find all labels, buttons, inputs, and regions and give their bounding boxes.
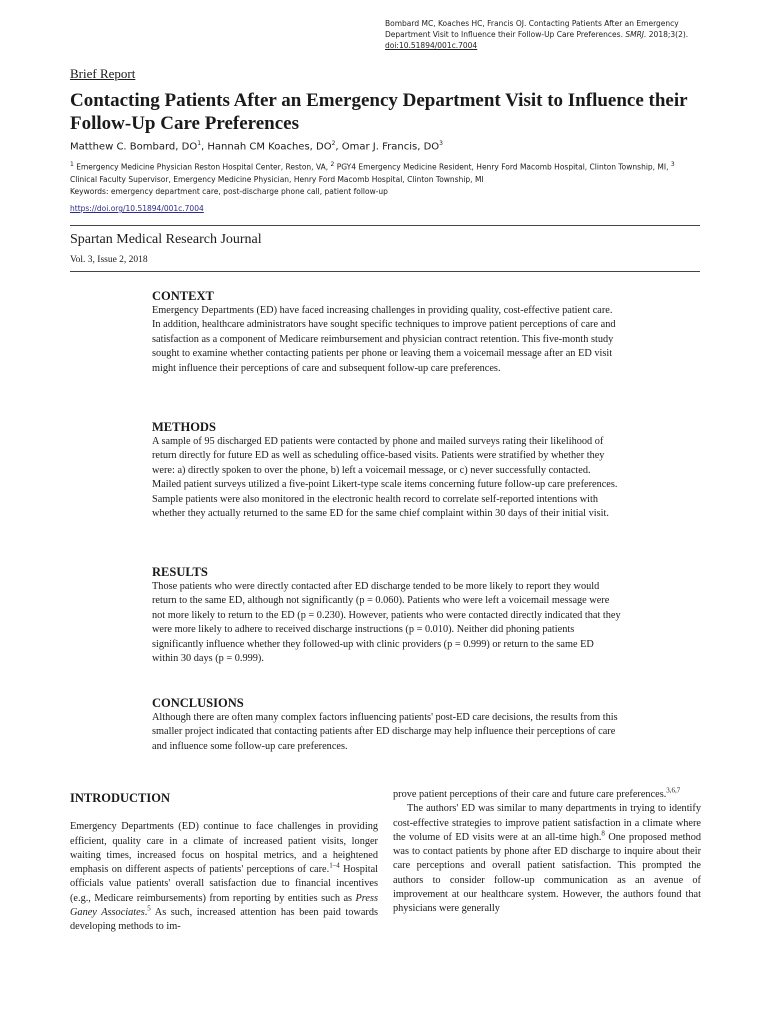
intro-text: Emergency Departments (ED) continue to face challenges in providing efficient, quality care in a climate of increased patient visits, longer waiting times, increased focus on hospital metrics, and a heightened emphasis on different aspects of patients' perceptions of care. [70,821,378,876]
doi-link[interactable]: https://doi.org/10.51894/001c.7004 [70,204,204,213]
intro-text: As such, increased attention has been paid towards developing methods to im- [70,907,378,933]
intro-paragraph [70,820,378,934]
aff-num: 3 [670,161,675,168]
aff-num: 1 [70,161,74,168]
citation-issue: 2018;3(2). [648,30,689,39]
author-sup: 2 [331,140,336,147]
author-sup: 1 [197,140,202,147]
author-list [70,140,443,152]
author: Matthew C. Bombard, DO [70,141,198,153]
right-paragraph-2 [393,802,701,916]
body-right-column [393,788,701,917]
divider-bottom [70,271,700,272]
author: Omar J. Francis, DO [341,141,440,153]
journal-volume: Vol. 3, Issue 2, 2018 [70,255,148,265]
body-text: One proposed method was to contact patients by phone after ED discharge to inquire about their care perceptions and overall patient satisfaction. This prompted the authors to consider follow-up communication as an avenue of improvement at our healthcare system. However, the authors found that physicians were generally [393,831,701,915]
methods-text: A sample of 95 discharged ED patients were contacted by phone and mailed surveys rating their likelihood of return directly for future ED as well as scheduling office-based visits. Patients were stratified by whether they were: a) directly spoken to over the phone, b) left a voicemail message, or c) never successfully contacted. Mailed patient surveys utilized a five-point Likert-type scale items concerning future follow-up care preferences. Sample patients were also monitored in the electronic health record to correlate self-reported intentions with whether they actually returned to the same ED for the same chief complaint within 30 days of their initial visit. [152,435,618,519]
citation-header [385,18,705,51]
context-text: Emergency Departments (ED) have faced increasing challenges in providing quality, cost-effective patient care. In addition, healthcare administrators have sought specific techniques to improve patient perceptions of care and satisfaction as a component of Medicare reimbursement and physician contract retention. This five-month study sought to examine whether contacting patients per phone or leaving them a voicemail message after an ED visit might influence their perceptions of care and subsequent follow-up care preferences. [152,304,616,374]
affiliation: Emergency Medicine Physician Reston Hospital Center, Reston, VA, [76,162,331,172]
results-text: Those patients who were directly contacted after ED discharge tended to be more likely to report they would return to the same ED, although not significantly (p = 0.060). Patients who were left a voicemail message were not more likely to return to the ED (p = 0.230). However, patients who were contacted directly indicated that they were more likely to adhere to received discharge instructions (p = 0.010). Neither did phoning patients significantly influence whether they followed-up with clinic providers (p = 0.999) or return to the same ED within 30 days (p = 0.999). [152,580,621,664]
intro-text: . [144,907,148,919]
body-text: prove patient perceptions of their care and future care preferences. [393,789,667,800]
body-text: The authors' ED was similar to many departments in trying to identify cost-effective strategies to improve patient satisfaction in a climate where the volume of ED visits were at an all-time high. [393,803,701,843]
context-heading: CONTEXT [152,289,214,303]
citation-text: Bombard MC, Koaches HC, Francis OJ. Contacting Patients After an Emergency Department Visit to Influence their Follow-Up Care Preferences. [385,19,679,39]
abstract-conclusions [152,696,622,754]
introduction-heading: INTRODUCTION [70,791,171,805]
abstract-context [152,289,622,376]
conclusions-heading: CONCLUSIONS [152,696,244,710]
author-sep: , [201,141,208,153]
intro-text: Hospital officials value patients' overall satisfaction due to financial incentives (e.g., Medicare reimbursements) from reporting by entities such as [70,864,379,904]
aff-num: 2 [330,161,335,168]
divider-top [70,225,700,226]
methods-heading: METHODS [152,420,216,434]
abstract-results [152,565,622,667]
keywords: Keywords: emergency department care, post-discharge phone call, patient follow-up [70,187,388,196]
citation-ref: 8 [601,829,605,838]
article-type: Brief Report [70,66,136,81]
citation-ref: 5 [147,904,151,913]
right-paragraph-1 [393,788,701,802]
intro-italic: Press Ganey Associates [70,892,378,919]
journal-name: Spartan Medical Research Journal [70,232,262,247]
citation-ref: 3,6,7 [666,786,681,795]
results-heading: RESULTS [152,565,208,579]
affiliations [70,159,700,186]
citation-doi[interactable]: doi:10.51894/001c.7004 [385,41,478,50]
affiliation: PGY4 Emergency Medicine Resident, Henry Ford Macomb Hospital, Clinton Township, MI, [336,162,671,172]
article-title: Contacting Patients After an Emergency Department Visit to Influence their Follow-Up Care Preferences [70,90,688,134]
author: Hannah CM Koaches, DO [207,141,332,153]
conclusions-text: Although there are often many complex factors influencing patients' post-ED care decisions, the results from this smaller project indicated that contacting patients after ED discharge may help influence their perceptions of care and influence some follow-up care preferences. [152,711,618,752]
citation-journal: SMRJ. [625,30,647,39]
abstract-methods [152,420,622,522]
affiliation: Clinical Faculty Supervisor, Emergency Medicine Physician, Henry Ford Macomb Hospital, Clinton Township, MI [70,174,484,184]
author-sep: , [335,141,342,153]
body-left-column [70,791,378,935]
author-sup: 3 [439,140,443,147]
citation-ref: 1–4 [329,861,340,870]
